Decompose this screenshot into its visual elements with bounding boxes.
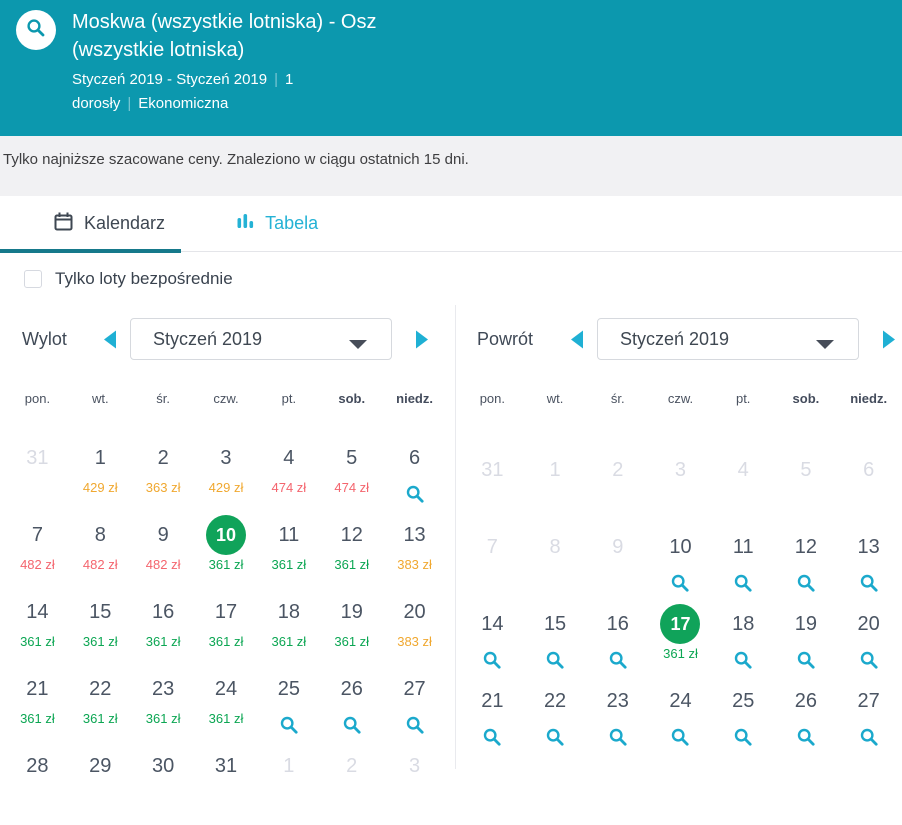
calendar-day-cell[interactable] [6, 594, 69, 671]
search-icon[interactable] [405, 484, 425, 504]
month-dropdown[interactable] [130, 318, 392, 360]
selected-day-number: 10 [206, 515, 246, 555]
search-icon[interactable] [859, 727, 879, 747]
calendar-day-cell[interactable] [257, 594, 320, 671]
cabin-class: Ekonomiczna [138, 95, 229, 112]
day-number: 18 [732, 613, 755, 635]
day-number: 22 [543, 690, 567, 712]
day-grid [6, 440, 446, 825]
calendar-day-cell [837, 452, 900, 529]
calendar-day-cell[interactable] [649, 529, 712, 606]
weekday-label: niedz. [396, 391, 433, 406]
search-icon[interactable] [859, 650, 879, 670]
notice-text: Tylko najniższe szacowane ceny. Znaleziono w ciągu ostatnich 15 dni. [3, 151, 469, 168]
day-number: 10 [669, 536, 692, 558]
price-label: 363 zł [145, 480, 181, 495]
search-icon[interactable] [405, 715, 425, 735]
price-label: 383 zł [397, 634, 432, 649]
day-number: 31 [481, 459, 504, 481]
calendar-day-cell[interactable] [524, 683, 587, 760]
month-value: Styczeń 2019 [153, 328, 263, 349]
price-label: 361 zł [82, 634, 118, 649]
search-icon[interactable] [859, 573, 879, 593]
calendar-day-cell [461, 452, 524, 529]
day-number: 6 [409, 447, 421, 469]
day-number: 13 [857, 536, 880, 558]
day-number: 27 [403, 678, 426, 700]
calendar-day-cell[interactable] [195, 748, 258, 825]
calendar-day-cell[interactable] [837, 606, 900, 683]
calendar-day-cell[interactable] [132, 517, 195, 594]
day-number: 19 [794, 613, 818, 635]
prev-month-arrow[interactable] [565, 330, 589, 349]
calendar-day-cell [775, 452, 838, 529]
day-number: 11 [732, 536, 754, 558]
price-label: 361 zł [208, 557, 244, 572]
active-tab-underline [0, 249, 181, 253]
weekday-label: pon. [479, 391, 505, 406]
day-number: 21 [481, 690, 504, 712]
day-number: 14 [481, 613, 504, 635]
calendar-header [0, 318, 455, 360]
calendar-day-cell[interactable] [195, 594, 258, 671]
calendar-day-cell[interactable] [837, 683, 900, 760]
day-number: 16 [606, 613, 629, 635]
calendar-day-cell[interactable] [383, 594, 446, 671]
weekday-label: pon. [24, 391, 51, 406]
weekday-label: niedz. [850, 391, 888, 406]
day-number: 7 [486, 536, 498, 558]
next-month-arrow[interactable] [877, 330, 901, 349]
calendar-day-cell [712, 452, 775, 529]
date-range: Styczeń 2019 - Styczeń 2019 [72, 71, 268, 88]
search-icon[interactable] [796, 650, 816, 670]
day-number: 11 [278, 524, 300, 546]
calendar-day-cell [320, 748, 383, 825]
search-icon[interactable] [670, 573, 690, 593]
calendar-day-cell[interactable] [132, 748, 195, 825]
day-number: 28 [26, 755, 49, 777]
weekday-header [6, 391, 446, 407]
calendar-day-cell[interactable] [6, 517, 69, 594]
calendar-day-cell[interactable] [524, 606, 587, 683]
weekday-label: wt. [546, 391, 564, 406]
price-label: 361 zł [334, 557, 370, 572]
day-number: 8 [549, 536, 561, 558]
price-label: 361 zł [20, 711, 55, 726]
weekday-label: wt. [91, 391, 109, 406]
calendar-day-cell[interactable] [461, 683, 524, 760]
day-number: 19 [340, 601, 363, 623]
price-label: 474 zł [334, 480, 370, 495]
calendar-day-cell[interactable] [775, 683, 838, 760]
search-icon[interactable] [796, 573, 816, 593]
calendar-day-cell[interactable] [383, 671, 446, 748]
day-number: 20 [857, 613, 880, 635]
calendar-day-cell[interactable] [195, 517, 258, 594]
bar-chart-icon [237, 213, 254, 235]
calendar-day-cell[interactable] [69, 440, 132, 517]
weekday-label: czw. [213, 391, 239, 406]
day-number: 12 [340, 524, 363, 546]
day-number: 22 [89, 678, 112, 700]
tab-bar [0, 196, 902, 252]
calendar-day-cell[interactable] [649, 683, 712, 760]
day-number: 30 [152, 755, 175, 777]
calendar-day-cell[interactable] [383, 440, 446, 517]
calendar-day-cell[interactable] [320, 440, 383, 517]
price-label: 361 zł [334, 634, 370, 649]
calendar-day-cell[interactable] [6, 671, 69, 748]
direction-label: Wylot [22, 328, 67, 349]
day-number: 3 [220, 447, 232, 469]
tab-tabela[interactable] [237, 213, 318, 235]
direct-flights-filter [24, 269, 233, 289]
direct-flights-label[interactable]: Tylko loty bezpośrednie [55, 269, 233, 288]
search-icon [25, 17, 47, 44]
day-number: 23 [152, 678, 175, 700]
price-label: 429 zł [208, 480, 244, 495]
day-number: 31 [214, 755, 238, 777]
selected-day-number: 17 [660, 604, 700, 644]
day-number: 7 [31, 524, 43, 546]
search-icon[interactable] [733, 727, 753, 747]
chevron-down-icon [816, 336, 834, 354]
calendar-day-cell [524, 452, 587, 529]
calendar-day-cell [383, 748, 446, 825]
weekday-label: pt. [735, 391, 751, 406]
calendar-day-cell[interactable] [712, 683, 775, 760]
day-number: 21 [26, 678, 49, 700]
day-number: 8 [94, 524, 106, 546]
weekday-label: pt. [281, 391, 297, 406]
calendar-day-cell[interactable] [195, 671, 258, 748]
calendar-day-cell[interactable] [320, 517, 383, 594]
search-button[interactable] [16, 10, 56, 50]
calendar-day-cell[interactable] [132, 671, 195, 748]
direct-flights-checkbox[interactable] [24, 270, 42, 288]
day-number: 2 [612, 459, 624, 481]
calendars-section [0, 305, 902, 777]
calendar-day-cell[interactable] [257, 440, 320, 517]
prev-month-arrow[interactable] [98, 330, 122, 349]
day-number: 26 [340, 678, 363, 700]
search-icon[interactable] [796, 727, 816, 747]
day-number: 4 [283, 447, 295, 469]
calendar-day-cell[interactable] [69, 594, 132, 671]
day-number: 5 [800, 459, 812, 481]
day-number: 20 [403, 601, 426, 623]
price-label: 482 zł [145, 557, 181, 572]
day-number: 29 [89, 755, 112, 777]
passengers: 1 dorosły [72, 71, 294, 112]
price-label: 361 zł [20, 634, 55, 649]
calendar-day-cell [649, 452, 712, 529]
day-number: 23 [606, 690, 629, 712]
day-number: 25 [277, 678, 300, 700]
day-number: 24 [669, 690, 692, 712]
price-label: 482 zł [20, 557, 55, 572]
day-number: 15 [89, 601, 112, 623]
search-icon[interactable] [608, 650, 628, 670]
day-number: 3 [674, 459, 687, 481]
calendar-day-cell[interactable] [586, 606, 649, 683]
price-label: 482 zł [82, 557, 118, 572]
calendar-day-cell [586, 529, 649, 606]
search-icon[interactable] [342, 715, 362, 735]
calendar-day-cell[interactable] [132, 440, 195, 517]
calendar-day-cell[interactable] [257, 671, 320, 748]
day-number: 6 [863, 459, 875, 481]
notice-bar [0, 136, 902, 196]
calendar-day-cell[interactable] [69, 671, 132, 748]
price-label: 361 zł [145, 711, 181, 726]
calendar-day-cell[interactable] [132, 594, 195, 671]
month-value: Styczeń 2019 [620, 328, 730, 349]
calendar-day-cell [257, 748, 320, 825]
calendar-day-cell[interactable] [257, 517, 320, 594]
day-number: 2 [157, 447, 169, 469]
day-number: 9 [612, 536, 624, 558]
day-grid [461, 452, 900, 760]
calendar-day-cell [461, 529, 524, 606]
weekday-label: śr. [610, 391, 625, 406]
day-number: 5 [346, 447, 358, 469]
next-month-arrow[interactable] [410, 330, 434, 349]
search-icon[interactable] [482, 650, 502, 670]
calendar-day-cell [586, 452, 649, 529]
day-number: 16 [152, 601, 175, 623]
separator: | [274, 71, 279, 88]
day-number: 13 [403, 524, 426, 546]
price-label: 361 zł [271, 634, 307, 649]
calendar-day-cell[interactable] [712, 529, 775, 606]
calendar-day-cell[interactable] [320, 594, 383, 671]
weekday-label: sob. [338, 391, 366, 406]
day-number: 18 [277, 601, 300, 623]
price-label: 361 zł [663, 646, 698, 661]
day-number: 17 [214, 601, 238, 623]
calendar-day-cell[interactable] [461, 606, 524, 683]
tab-kalendarz[interactable] [54, 212, 165, 236]
calendar-day-cell[interactable] [837, 529, 900, 606]
calendar-header [456, 318, 901, 360]
day-number: 31 [26, 447, 49, 469]
price-label: 361 zł [208, 711, 244, 726]
day-number: 25 [732, 690, 755, 712]
day-number: 12 [794, 536, 818, 558]
search-icon[interactable] [279, 715, 299, 735]
day-number: 27 [857, 690, 880, 712]
calendar-wylot [0, 305, 455, 777]
day-number: 1 [549, 459, 561, 481]
day-number: 4 [737, 459, 749, 481]
search-params [72, 68, 324, 116]
search-icon[interactable] [733, 573, 753, 593]
search-icon[interactable] [733, 650, 753, 670]
weekday-header [461, 391, 900, 407]
price-label: 361 zł [271, 557, 307, 572]
calendar-day-cell[interactable] [320, 671, 383, 748]
search-icon[interactable] [670, 727, 690, 747]
search-icon[interactable] [545, 650, 565, 670]
chevron-down-icon [349, 336, 367, 354]
calendar-day-cell[interactable] [775, 529, 838, 606]
price-label: 429 zł [82, 480, 118, 495]
calendar-day-cell[interactable] [69, 517, 132, 594]
price-label: 361 zł [208, 634, 244, 649]
calendar-day-cell[interactable] [383, 517, 446, 594]
search-icon[interactable] [545, 727, 565, 747]
day-number: 26 [794, 690, 818, 712]
day-number: 24 [214, 678, 238, 700]
price-label: 361 zł [145, 634, 181, 649]
calendar-powrot [455, 305, 901, 769]
day-number: 1 [283, 755, 295, 777]
separator: | [127, 95, 132, 112]
day-number: 14 [26, 601, 49, 623]
weekday-label: sob. [792, 391, 820, 406]
weekday-label: śr. [156, 391, 170, 406]
calendar-day-cell[interactable] [586, 683, 649, 760]
calendar-day-cell [524, 529, 587, 606]
calendar-day-cell[interactable] [712, 606, 775, 683]
weekday-label: czw. [667, 391, 694, 406]
tab-label: Kalendarz [84, 213, 166, 233]
calendar-day-cell [6, 440, 69, 517]
month-dropdown[interactable] [597, 318, 859, 360]
calendar-day-cell[interactable] [69, 748, 132, 825]
day-number: 2 [346, 755, 358, 777]
calendar-day-cell[interactable] [6, 748, 69, 825]
day-number: 3 [409, 755, 421, 777]
day-number: 9 [157, 524, 169, 546]
route-title: Moskwa (wszystkie lotniska) - Osz (wszystkie lotniska) [72, 11, 377, 61]
calendar-icon [54, 212, 73, 236]
price-label: 361 zł [82, 711, 118, 726]
day-number: 15 [543, 613, 567, 635]
search-icon[interactable] [608, 727, 628, 747]
direction-label: Powrót [477, 328, 534, 349]
calendar-day-cell[interactable] [195, 440, 258, 517]
price-label: 383 zł [397, 557, 432, 572]
calendar-day-cell[interactable] [775, 606, 838, 683]
search-icon[interactable] [482, 727, 502, 747]
tab-label: Tabela [265, 213, 319, 233]
app-header [0, 0, 902, 136]
price-label: 474 zł [271, 480, 307, 495]
calendar-day-cell[interactable] [649, 606, 712, 683]
day-number: 1 [94, 447, 106, 469]
